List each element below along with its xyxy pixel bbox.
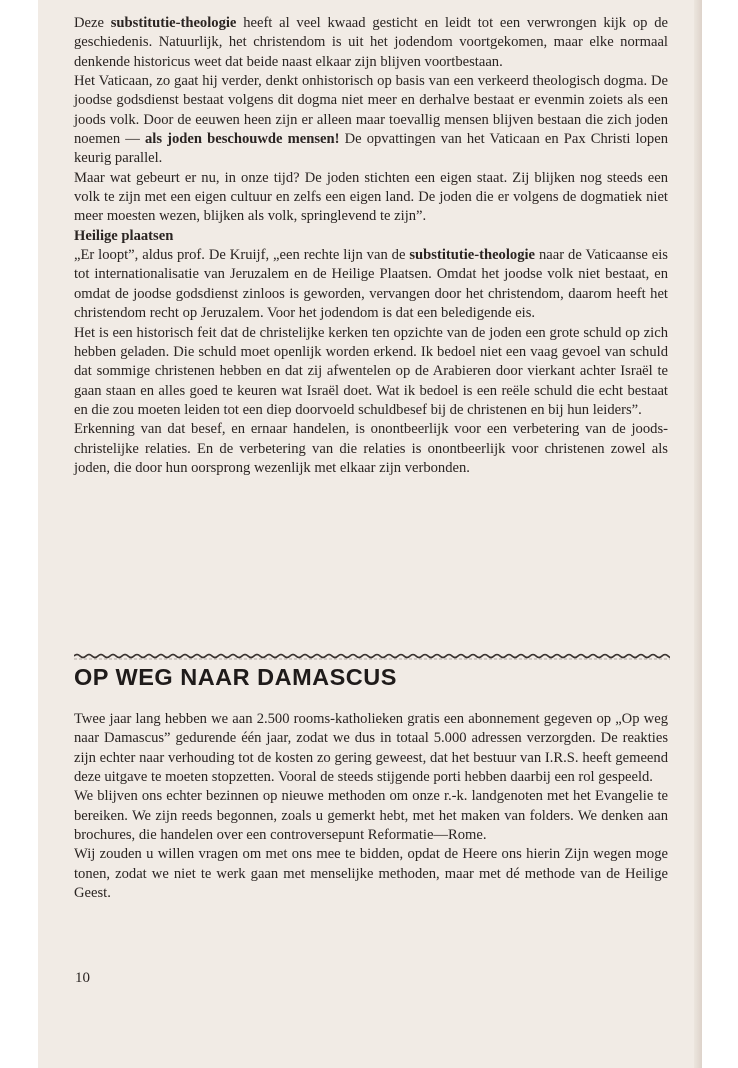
section-paragraph-3: Wij zouden u willen vragen om met ons mee te bidden, opdat de Heere ons hierin Zijn wegen moge tonen, zodat we niet te werk gaan met menselijke methoden, maar met dé methode van de Heilige Geest. <box>74 846 668 902</box>
wavy-separator <box>74 650 670 664</box>
paragraph-3: Maar wat gebeurt er nu, in onze tijd? De joden stichten een eigen staat. Zij blijken nog steeds een volk te zijn met een eigen cultuur en zelfs een eigen land. De joden die er volgens de dogmatiek niet meer moesten wezen, blijken als volk, springlevend te zijn”. <box>74 169 668 225</box>
section-paragraph-2: We blijven ons echter bezinnen op nieuwe methoden om onze r.-k. landgenoten met het Evangelie te bereiken. We zijn reeds begonnen, zoals u gemerkt hebt, met het maken van folders. We denken aan brochures, die handelen over een controversepunt Reformatie—Rome. <box>74 788 668 844</box>
paragraph-5: Het is een historisch feit dat de christelijke kerken ten opzichte van de joden een grote schuld op zich hebben geladen. Die schuld moet openlijk worden erkend. Ik bedoel niet een vaag gevoel van schuld dat sommige christenen hebben en dat zij afwentelen op de Arabieren door vierkant achter Israël te gaan staan en alles goed te keuren wat Israël doet. Wat ik bedoel is een reële schuld die echt bestaat en die zou moeten leiden tot een diep doorvoeld schuldbesef bij de christenen en bij hun leiders”. <box>74 324 668 418</box>
paragraph-6: Erkenning van dat besef, en ernaar handelen, is onontbeerlijk voor een verbetering van de joods-christelijke relaties. En de verbetering van die relaties is onontbeerlijk voor christenen zowel als joden, die door hun oorsprong wezenlijk met elkaar zijn verbonden. <box>74 421 668 476</box>
paragraph-2: Het Vaticaan, zo gaat hij verder, denkt onhistorisch op basis van een verkeerd theologisch dogma. De joodse godsdienst bestaat volgens dit dogma niet meer en derhalve bestaat er evenmin zoiets als een joods volk. Door de eeuwen heen zijn er alleen maar toevallig mensen blijven bestaan die zich joden noemen — als joden beschouwde mensen! De opvattingen van het Vaticaan en Pax Christi lopen keurig parallel. <box>74 73 669 167</box>
subheading: Heilige plaatsen <box>74 227 174 244</box>
section-paragraph-1: Twee jaar lang hebben we aan 2.500 rooms-katholieken gratis een abonnement gegeven op „Op weg naar Damascus” gedurende één jaar, zodat we dus in totaal 5.000 adressen verzorgden. De reakties zijn echter naar verhouding tot de kosten zo gering geweest, dat het bestuur van I.R.S. heeft gemeend deze uitgave te moeten stopzetten. Vooral de steeds stijgende porti hebben daarbij een rol gespeeld. <box>74 711 668 786</box>
bold-term: substitutie-theologie <box>110 15 237 31</box>
page-number: 10 <box>75 970 90 986</box>
paragraph-4: „Er loopt”, aldus prof. De Kruijf, „een rechte lijn van de substitutie-theologie naar de Vaticaanse eis tot internationalisatie van Jeruzalem en de Heilige Plaatsen. Omdat het joodse volk niet bestaat, en omdat de joodse godsdienst zinloos is geworden, vervangen door het christendom, daarom heeft het christendom recht op Jeruzalem. Voor het jodendom is dat een beledigende eis. <box>74 247 668 322</box>
paragraph-1: Deze substitutie-theologie heeft al veel kwaad gesticht en leidt tot een verwrongen kijk op de geschiedenis. Natuurlijk, het christendom is uit het jodendom voortgekomen, maar elke normaal denkende historicus weet dat beide naast elkaar zijn blijven voortbestaan. <box>74 15 668 70</box>
section-body <box>74 710 668 903</box>
article-body <box>74 14 668 478</box>
bold-phrase: als joden beschouwde mensen! <box>145 131 340 148</box>
section-title: OP WEG NAAR DAMASCUS <box>74 664 397 690</box>
bold-term: substitutie-theologie <box>409 247 536 264</box>
page-edge-shadow <box>694 0 702 1068</box>
